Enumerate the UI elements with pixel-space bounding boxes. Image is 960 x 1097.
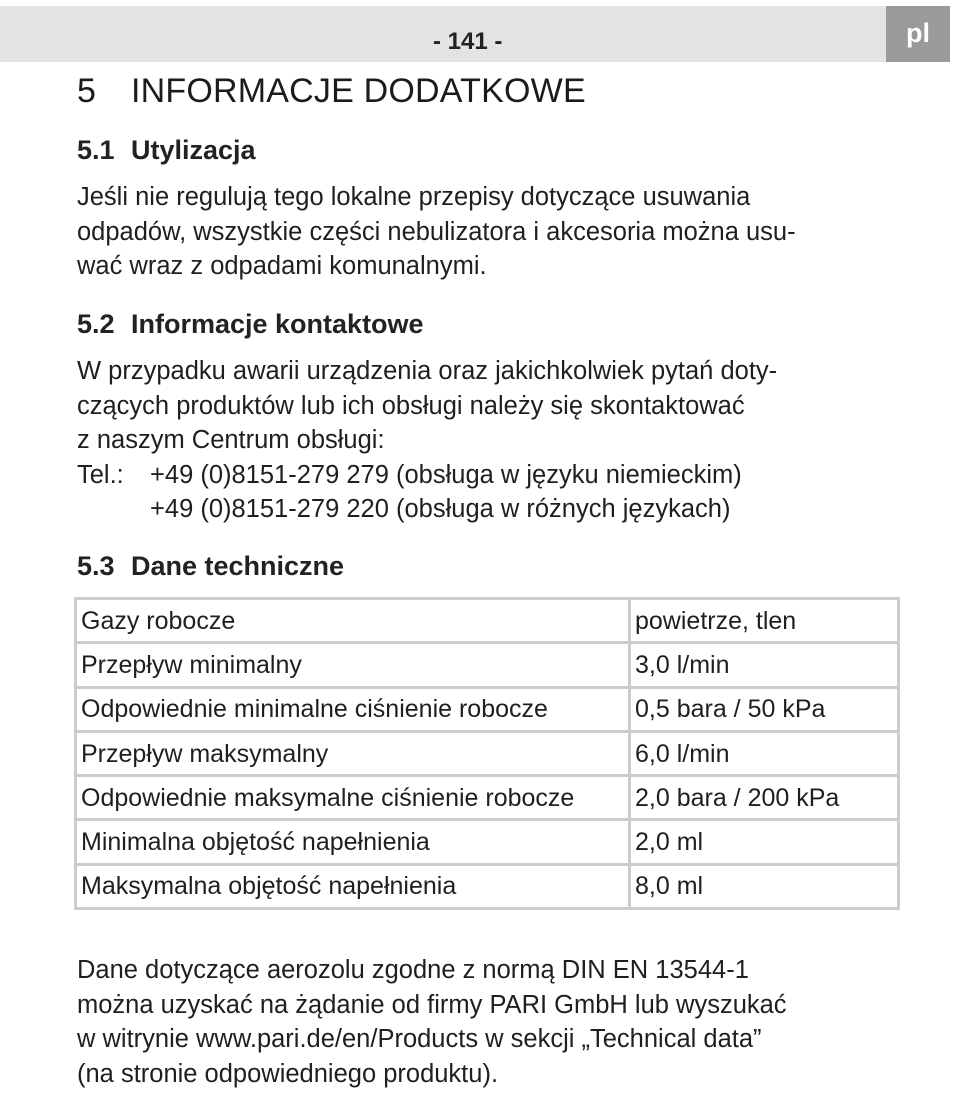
table-label-cell: Przepływ maksymalny	[77, 733, 631, 777]
disposal-heading	[77, 132, 256, 168]
note-line: w witrynie www.pari.de/en/Products w sekcji „Technical data”	[77, 1025, 762, 1053]
disposal-number: 5.1	[77, 135, 115, 165]
table-row	[77, 600, 897, 644]
table-value-cell: powietrze, tlen	[631, 600, 897, 644]
page-number: - 141 -	[433, 28, 503, 55]
note-line: można uzyskać na żądanie od firmy PARI GmbH lub wyszukać	[77, 990, 787, 1019]
disposal-line: Jeśli nie regulują tego lokalne przepisy dotyczące usuwania	[77, 183, 751, 211]
disposal-title: Utylizacja	[131, 135, 256, 165]
table-label-cell: Przepływ minimalny	[77, 644, 631, 688]
phone-number-multilingual: +49 (0)8151-279 220 (obsługa w różnych językach)	[150, 495, 731, 523]
disposal-line: wać wraz z odpadami komunalnymi.	[77, 252, 487, 280]
tel-label: Tel.:	[77, 460, 124, 489]
table-row	[77, 821, 897, 865]
disposal-line: odpadów, wszystkie części nebulizatora i akcesoria można usu-	[77, 217, 796, 246]
phone-line-1	[77, 458, 897, 493]
table-value-cell: 2,0 ml	[631, 821, 897, 865]
technical-number: 5.3	[77, 551, 115, 581]
contact-title: Informacje kontaktowe	[131, 309, 424, 339]
table-value-cell: 3,0 l/min	[631, 644, 897, 688]
technical-heading	[77, 548, 344, 584]
disposal-paragraph	[77, 180, 897, 284]
contact-number: 5.2	[77, 309, 115, 339]
table-label-cell: Minimalna objętość napełnienia	[77, 821, 631, 865]
table-row	[77, 733, 897, 777]
contact-paragraph	[77, 354, 897, 527]
aerosol-note	[77, 953, 897, 1091]
section-number: 5	[77, 72, 97, 110]
table-label-cell: Gazy robocze	[77, 600, 631, 644]
table-label-cell: Odpowiednie maksymalne ciśnienie robocze	[77, 777, 631, 821]
table-label-cell: Odpowiednie minimalne ciśnienie robocze	[77, 689, 631, 733]
table-row	[77, 866, 897, 907]
contact-line: czących produktów lub ich obsługi należy się skontaktować	[77, 391, 745, 420]
contact-heading	[77, 306, 424, 342]
contact-line: z naszym Centrum obsługi:	[77, 426, 385, 454]
table-row	[77, 689, 897, 733]
phone-number-german: +49 (0)8151-279 279 (obsługa w języku niemieckim)	[150, 460, 742, 489]
table-value-cell: 8,0 ml	[635, 872, 704, 901]
table-value-cell: 0,5 bara / 50 kPa	[631, 689, 897, 733]
section-heading	[77, 68, 586, 114]
note-line: Dane dotyczące aerozolu zgodne z normą DIN EN 13544-1	[77, 956, 749, 984]
phone-line-2	[77, 492, 897, 527]
language-tab: pl	[886, 6, 950, 62]
note-line: (na stronie odpowiedniego produktu).	[77, 1059, 499, 1088]
contact-line: W przypadku awarii urządzenia oraz jakichkolwiek pytań doty-	[77, 357, 778, 385]
technical-title: Dane techniczne	[131, 551, 345, 581]
table-value-cell: 6,0 l/min	[631, 733, 897, 777]
section-title: INFORMACJE DODATKOWE	[131, 72, 586, 110]
table-row	[77, 777, 897, 821]
technical-data-table	[74, 597, 900, 910]
table-value-cell: 2,0 bara / 200 kPa	[631, 777, 897, 821]
table-label-cell: Maksymalna objętość napełnienia	[77, 866, 631, 907]
table-row	[77, 644, 897, 688]
